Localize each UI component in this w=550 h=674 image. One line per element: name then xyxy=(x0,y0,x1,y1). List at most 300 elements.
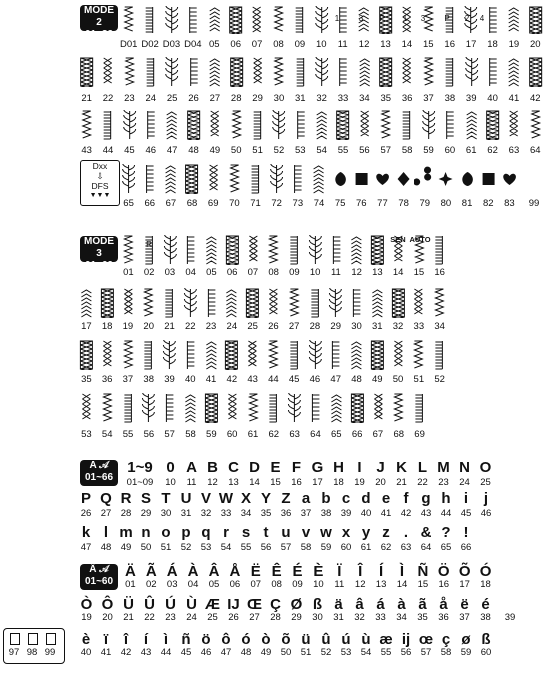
mode2-stitch-61 xyxy=(461,110,482,140)
letters-char-number: 49 xyxy=(120,542,132,553)
dfs-bottom-label: DFS xyxy=(91,181,109,191)
letters-char: r xyxy=(223,524,229,541)
accents-char-number: 06 xyxy=(229,579,241,590)
mode3-stitch-03 xyxy=(160,235,181,265)
mode3-stitch-glyph-21 xyxy=(159,288,180,318)
mode3-stitch-47 xyxy=(325,340,346,370)
mode3-stitch-61 xyxy=(243,393,264,423)
mode2-stitch-55 xyxy=(332,110,353,140)
letters-char: n xyxy=(141,524,151,541)
mode3-stitch-43 xyxy=(242,340,263,370)
mode2-stitch-07 xyxy=(246,6,267,34)
mode2-stitch-number: 42 xyxy=(530,93,541,104)
mode3-stitch-glyph-03 xyxy=(160,235,181,265)
mode2-stitch-glyph-73 xyxy=(287,164,308,194)
accents-char: Ó xyxy=(479,563,492,580)
accents-char: í xyxy=(143,631,149,648)
letters-char-number: 10 xyxy=(165,477,176,488)
accents-char: Ä xyxy=(125,563,136,580)
mode2-stitch-glyph-24 xyxy=(140,57,161,87)
accents-char-number: 23 xyxy=(165,612,176,623)
accents-char-number: 14 xyxy=(396,579,408,590)
dfs-marks: ▼▼▼ xyxy=(89,192,111,199)
mode3-stitch-number: 36 xyxy=(101,374,113,385)
letters-char: a xyxy=(301,490,311,507)
accents-char-number: 31 xyxy=(333,612,344,623)
mode3-stitch-glyph-34 xyxy=(429,288,450,318)
mode2-stitch-glyph-06 xyxy=(225,6,246,34)
accents-char-number: 39 xyxy=(504,612,516,623)
mode3-stitch-number: 43 xyxy=(247,374,258,385)
letters-char: o xyxy=(161,524,171,541)
mode2-stitch-glyph-37 xyxy=(418,57,439,87)
mode2-stitch-number: 16 xyxy=(444,39,455,50)
mode2-stitch-27 xyxy=(204,57,225,87)
accents-char-number: 05 xyxy=(208,579,220,590)
letters-char: A xyxy=(186,459,197,476)
letters-char-number: 43 xyxy=(420,508,432,519)
memory-slot-number: 98 xyxy=(26,647,38,658)
mode2-stitch-68 xyxy=(181,164,202,194)
accents-char: Å xyxy=(229,563,241,580)
mode2-stitch-glyph-53 xyxy=(290,110,311,140)
mode3-stitch-glyph-14 xyxy=(388,235,409,265)
mode3-r-label: R xyxy=(146,240,152,249)
mode3-stitch-04 xyxy=(180,235,201,265)
letters-char-number: 36 xyxy=(280,508,292,519)
letters-char: f xyxy=(403,490,409,507)
mode3-stitch-glyph-42 xyxy=(221,340,242,370)
accents-char-number: 03 xyxy=(166,579,178,590)
letters-char-number: 48 xyxy=(100,542,112,553)
mode2-stitch-number: 56 xyxy=(359,145,370,156)
letters-char-number: 50 xyxy=(140,542,152,553)
accents-char: Î xyxy=(358,563,363,580)
accents-char-number: 13 xyxy=(375,579,387,590)
mode3-stitch-number: 40 xyxy=(184,374,196,385)
mode2-stitch-number: 72 xyxy=(271,198,282,209)
letters-char: D xyxy=(249,459,260,476)
accents-char: Ï xyxy=(337,563,342,580)
mode2-stitch-number: 59 xyxy=(423,145,434,156)
mode3-stitch-68 xyxy=(388,393,409,423)
mode2-stitch-glyph-34 xyxy=(354,57,375,87)
mode2-stitch-number: 11 xyxy=(337,39,348,50)
mode2-stitch-number: 81 xyxy=(461,198,473,209)
dfs-top-label: Dxx xyxy=(92,161,108,171)
mode3-stitch-glyph-51 xyxy=(408,340,429,370)
letters-char: B xyxy=(207,459,218,476)
accents-char: ß xyxy=(312,596,323,613)
mode3-stitch-30 xyxy=(346,288,367,318)
mode3-stitch-number: 21 xyxy=(164,321,175,332)
mode3-stitch-glyph-62 xyxy=(263,393,284,423)
mode3-stitch-number: 27 xyxy=(288,321,300,332)
mode3-stitch-49 xyxy=(367,340,388,370)
letters-char: q xyxy=(201,524,211,541)
mode3-stitch-glyph-48 xyxy=(346,340,367,370)
accents-char: ì xyxy=(163,631,169,648)
mode2-stitch-number: 48 xyxy=(188,145,199,156)
accents-char: Ì xyxy=(399,563,405,580)
accents-char: È xyxy=(313,563,324,580)
mode3-stitch-glyph-55 xyxy=(118,393,139,423)
mode3-stitch-number: 33 xyxy=(413,321,425,332)
mode3-stitch-number: 65 xyxy=(330,429,342,440)
mode3-stitch-glyph-31 xyxy=(367,288,388,318)
letters-char-number: 20 xyxy=(375,477,386,488)
mode2-stitch-number: 21 xyxy=(81,93,92,104)
mode3-stitch-number: 59 xyxy=(206,429,217,440)
mode2-stitch-glyph-68 xyxy=(181,164,202,194)
mode3-stitch-41 xyxy=(201,340,222,370)
mode2-stitch-59 xyxy=(418,110,439,140)
accents-char-number: 09 xyxy=(292,579,303,590)
mode2-stitch-number: 45 xyxy=(124,145,135,156)
mode3-stitch-28 xyxy=(305,288,326,318)
accents-char-number: 21 xyxy=(123,612,134,623)
mode2-stitch-56 xyxy=(354,110,375,140)
mode3-stitch-glyph-08 xyxy=(263,235,284,265)
mode3-stitch-number: 52 xyxy=(434,374,445,385)
mode3-stitch-glyph-15 xyxy=(409,235,430,265)
mode3-stitch-number: 66 xyxy=(351,429,363,440)
mode3-stitch-50 xyxy=(388,340,409,370)
mode3-stitch-55 xyxy=(118,393,139,423)
accents-char-number: 55 xyxy=(380,647,392,658)
mode2-stitch-number: 50 xyxy=(230,145,242,156)
mode2-stitch-57 xyxy=(375,110,396,140)
mode3-stitch-glyph-11 xyxy=(326,235,347,265)
mode2-stitch-glyph-78 xyxy=(393,164,414,194)
letters-char: d xyxy=(361,490,371,507)
mode3-stitch-number: 68 xyxy=(393,429,405,440)
mode3-stitch-29 xyxy=(325,288,346,318)
letters-char-number: 41 xyxy=(380,508,392,519)
letters-badge-range: 01~66 xyxy=(84,472,114,483)
mode3-stitch-glyph-01 xyxy=(118,235,139,265)
mode2-stitch-number: 61 xyxy=(465,145,477,156)
mode2-stitch-number: 43 xyxy=(81,145,92,156)
mode3-stitch-38 xyxy=(138,340,159,370)
mode2-stitch-glyph-09 xyxy=(289,6,310,34)
mode2-stitch-number: 57 xyxy=(380,145,392,156)
accents-char-number: 08 xyxy=(271,579,282,590)
mode3-stitch-glyph-63 xyxy=(284,393,305,423)
accents-char-number: 34 xyxy=(396,612,407,623)
letters-badge-script: 𝒜 xyxy=(99,460,109,471)
accents-char-number: 17 xyxy=(459,579,470,590)
letters-char-number: 28 xyxy=(120,508,132,519)
mode2-stitch-number: 30 xyxy=(273,93,285,104)
mode2-stitch-79 xyxy=(414,164,435,194)
letters-char: E xyxy=(270,459,281,476)
accents-char-number: 19 xyxy=(81,612,92,623)
accents-char: Ñ xyxy=(417,563,429,580)
mode3-stitch-31 xyxy=(367,288,388,318)
mode2-stitch-glyph-64 xyxy=(525,110,546,140)
mode2-stitch-74 xyxy=(308,164,329,194)
mode2-stitch-number: 51 xyxy=(252,145,263,156)
mode3-stitch-42 xyxy=(221,340,242,370)
mode3-stitch-glyph-64 xyxy=(305,393,326,423)
mode2-stitch-36 xyxy=(396,57,417,87)
mode2-stitch-glyph-83 xyxy=(499,164,520,194)
accents-char-number: 58 xyxy=(440,647,452,658)
mode3-stitch-05 xyxy=(201,235,222,265)
accents-badge-script: 𝒜 xyxy=(99,564,109,575)
mode3-stitch-glyph-49 xyxy=(367,340,388,370)
mode2-stitch-number: 06 xyxy=(230,39,241,50)
memory-slot-icon xyxy=(10,633,20,645)
mode2-stitch-19 xyxy=(503,6,524,34)
letters-char-number: 22 xyxy=(417,477,428,488)
mode3-stitch-number: 03 xyxy=(164,267,176,278)
mode2-stitch-number: 49 xyxy=(209,145,221,156)
mode3-stitch-glyph-12 xyxy=(346,235,367,265)
memory-slot-icon xyxy=(46,633,56,645)
mode3-stitch-glyph-23 xyxy=(201,288,222,318)
mode3-stitch-number: 11 xyxy=(330,267,341,278)
mode2-stitch-number: 99 xyxy=(528,198,540,209)
letters-char: G xyxy=(311,459,324,476)
letters-char: H xyxy=(333,459,344,476)
mode2-stitch-10 xyxy=(311,6,332,34)
mode3-stitch-number: 45 xyxy=(288,374,300,385)
mode2-stitch-41 xyxy=(503,57,524,87)
mode3-stitch-number: 09 xyxy=(289,267,300,278)
mode2-stitch-glyph-28 xyxy=(226,57,247,87)
accents-char: æ xyxy=(379,631,393,648)
letters-char-number: 29 xyxy=(140,508,152,519)
mode2-stitch-glyph-66 xyxy=(139,164,160,194)
mode2-stitch-D01 xyxy=(118,6,139,34)
mode2-stitch-mark: P xyxy=(444,14,450,23)
accents-char-number: 57 xyxy=(420,647,432,658)
letters-char: m xyxy=(119,524,133,541)
accents-char-number: 41 xyxy=(100,647,112,658)
mode2-stitch-number: 39 xyxy=(465,93,477,104)
accents-char-number: 22 xyxy=(144,612,155,623)
mode2-stitch-glyph-46 xyxy=(140,110,161,140)
mode2-stitch-number: 27 xyxy=(209,93,221,104)
letters-char-number: 26 xyxy=(80,508,92,519)
mode3-stitch-number: 41 xyxy=(205,374,217,385)
letters-char: 1~9 xyxy=(127,459,153,476)
mode3-stitch-glyph-06 xyxy=(222,235,243,265)
mode3-stitch-25 xyxy=(242,288,263,318)
mode2-stitch-glyph-50 xyxy=(226,110,247,140)
mode2-stitch-43 xyxy=(76,110,97,140)
mode2-stitch-58 xyxy=(396,110,417,140)
letters-char: P xyxy=(80,490,91,507)
mode2-badge xyxy=(80,5,118,40)
accents-char: Ã xyxy=(145,563,157,580)
letters-char-number: 47 xyxy=(80,542,92,553)
letters-char-number: 16 xyxy=(291,477,302,488)
letters-char-number: 42 xyxy=(400,508,412,519)
accents-char-number: 36 xyxy=(438,612,449,623)
letters-char-number: 33 xyxy=(220,508,232,519)
mode2-stitch-number: 79 xyxy=(419,198,431,209)
accents-char: å xyxy=(439,596,448,613)
mode3-stitch-number: 47 xyxy=(330,374,341,385)
mode3-stitch-glyph-25 xyxy=(242,288,263,318)
mode2-stitch-number: 13 xyxy=(380,39,391,50)
letters-char: h xyxy=(441,490,451,507)
mode2-stitch-number: 26 xyxy=(188,93,199,104)
mode3-stitch-number: 56 xyxy=(143,429,155,440)
letters-char: K xyxy=(396,459,407,476)
mode2-stitch-glyph-65 xyxy=(118,164,139,194)
accents-char-number: 46 xyxy=(200,647,212,658)
mode3-stitch-glyph-30 xyxy=(346,288,367,318)
mode2-stitch-glyph-58 xyxy=(396,110,417,140)
mode2-stitch-64 xyxy=(525,110,546,140)
mode3-stitch-number: 01 xyxy=(123,267,134,278)
letters-char: I xyxy=(357,459,362,476)
accents-char-number: 10 xyxy=(313,579,324,590)
mode3-stitch-12 xyxy=(346,235,367,265)
mode2-stitch-glyph-26 xyxy=(183,57,204,87)
mode2-stitch-number: 38 xyxy=(444,93,456,104)
mode2-stitch-26 xyxy=(183,57,204,87)
letters-char-number: 55 xyxy=(240,542,252,553)
mode3-stitch-number: 15 xyxy=(413,267,425,278)
mode3-stitch-glyph-65 xyxy=(326,393,347,423)
mode3-stitch-number: 22 xyxy=(184,321,196,332)
accents-char-number: 24 xyxy=(186,612,197,623)
mode2-stitch-glyph-05 xyxy=(204,6,225,34)
mode2-stitch-number: 09 xyxy=(294,39,306,50)
mode3-stitch-number: 64 xyxy=(310,429,321,440)
mode2-stitch-number: 73 xyxy=(292,198,304,209)
accents-char-number: 38 xyxy=(480,612,491,623)
mode2-stitch-number: 25 xyxy=(166,93,178,104)
mode3-sen-label: SEN xyxy=(390,235,406,244)
mode3-stitch-39 xyxy=(159,340,180,370)
letters-char-number: 38 xyxy=(320,508,332,519)
mode2-stitch-glyph-36 xyxy=(396,57,417,87)
mode2-stitch-number: 10 xyxy=(316,39,327,50)
letters-char-number: 63 xyxy=(400,542,412,553)
mode3-stitch-69 xyxy=(409,393,430,423)
mode2-badge-range: 01~83 xyxy=(84,29,114,40)
letters-char: y xyxy=(361,524,371,541)
letters-char-number: 19 xyxy=(354,477,365,488)
mode2-stitch-48 xyxy=(183,110,204,140)
mode3-stitch-number: 26 xyxy=(268,321,279,332)
mode2-stitch-D04 xyxy=(182,6,203,34)
mode2-stitch-09 xyxy=(289,6,310,34)
letters-char-number: 60 xyxy=(340,542,352,553)
mode3-stitch-46 xyxy=(305,340,326,370)
mode3-stitch-number: 23 xyxy=(205,321,217,332)
mode3-stitch-glyph-05 xyxy=(201,235,222,265)
mode3-stitch-glyph-41 xyxy=(201,340,222,370)
mode3-stitch-glyph-43 xyxy=(242,340,263,370)
letters-char-number: 01~09 xyxy=(126,477,154,488)
accents-char-number: 02 xyxy=(146,579,157,590)
mode3-stitch-09 xyxy=(284,235,305,265)
accents-char: ó xyxy=(241,631,251,648)
mode2-stitch-glyph-76 xyxy=(351,164,372,194)
mode2-stitch-82 xyxy=(478,164,499,194)
mode2-stitch-number: 77 xyxy=(377,198,388,209)
accents-char-number: 54 xyxy=(360,647,372,658)
letters-badge xyxy=(80,460,118,486)
letters-char-number: 64 xyxy=(420,542,432,553)
mode3-stitch-glyph-61 xyxy=(243,393,264,423)
mode3-stitch-glyph-56 xyxy=(138,393,159,423)
mode3-stitch-number: 14 xyxy=(392,267,404,278)
accents-char: Ê xyxy=(271,563,282,580)
letters-char-number: 46 xyxy=(480,508,492,519)
accents-char: Ò xyxy=(80,596,93,613)
mode2-stitch-number: 82 xyxy=(482,198,494,209)
mode3-badge xyxy=(80,236,118,271)
mode3-stitch-24 xyxy=(221,288,242,318)
mode3-stitch-number: 05 xyxy=(206,267,217,278)
accents-char-number: 44 xyxy=(160,647,172,658)
mode2-stitch-glyph-08 xyxy=(268,6,289,34)
accents-char: Õ xyxy=(458,563,471,580)
mode3-stitch-64 xyxy=(305,393,326,423)
mode3-stitch-01 xyxy=(118,235,139,265)
mode3-stitch-32 xyxy=(388,288,409,318)
letters-badge-top xyxy=(80,460,118,472)
mode2-stitch-glyph-21 xyxy=(76,57,97,87)
mode3-stitch-glyph-67 xyxy=(368,393,389,423)
mode2-stitch-number: 23 xyxy=(124,93,135,104)
letters-char-number: 54 xyxy=(220,542,232,553)
mode3-stitch-glyph-69 xyxy=(409,393,430,423)
accents-char: Ë xyxy=(250,563,261,580)
mode3-stitch-glyph-10 xyxy=(305,235,326,265)
mode3-stitch-number: 30 xyxy=(351,321,362,332)
mode3-stitch-glyph-40 xyxy=(180,340,201,370)
mode2-stitch-number: 66 xyxy=(144,198,156,209)
mode2-stitch-40 xyxy=(482,57,503,87)
letters-char-number: 65 xyxy=(440,542,452,553)
accents-char: Œ xyxy=(247,596,262,613)
mode3-stitch-51 xyxy=(408,340,429,370)
letters-char-number: 56 xyxy=(260,542,272,553)
mode2-stitch-number: 78 xyxy=(398,198,409,209)
accents-char: â xyxy=(355,596,364,613)
mode2-stitch-number: 53 xyxy=(295,145,306,156)
mode2-stitch-number: 28 xyxy=(230,93,242,104)
mode3-stitch-glyph-54 xyxy=(97,393,118,423)
letters-char-number: 62 xyxy=(380,542,392,553)
mode2-stitch-52 xyxy=(268,110,289,140)
mode2-stitch-30 xyxy=(268,57,289,87)
mode3-stitch-number: 39 xyxy=(164,374,175,385)
letters-char: . xyxy=(403,524,409,541)
mode3-stitch-glyph-16 xyxy=(429,235,450,265)
mode2-stitch-44 xyxy=(97,110,118,140)
accents-badge xyxy=(80,564,118,590)
mode3-auto-label: AUTO xyxy=(409,235,431,244)
mode3-stitch-glyph-09 xyxy=(284,235,305,265)
accents-char-number: 60 xyxy=(480,647,492,658)
letters-char: b xyxy=(321,490,331,507)
mode2-stitch-D03 xyxy=(161,6,182,34)
mode3-stitch-number: 29 xyxy=(330,321,341,332)
mode2-stitch-glyph-54 xyxy=(311,110,332,140)
accents-char-number: 33 xyxy=(375,612,386,623)
letters-char-number: 51 xyxy=(160,542,172,553)
